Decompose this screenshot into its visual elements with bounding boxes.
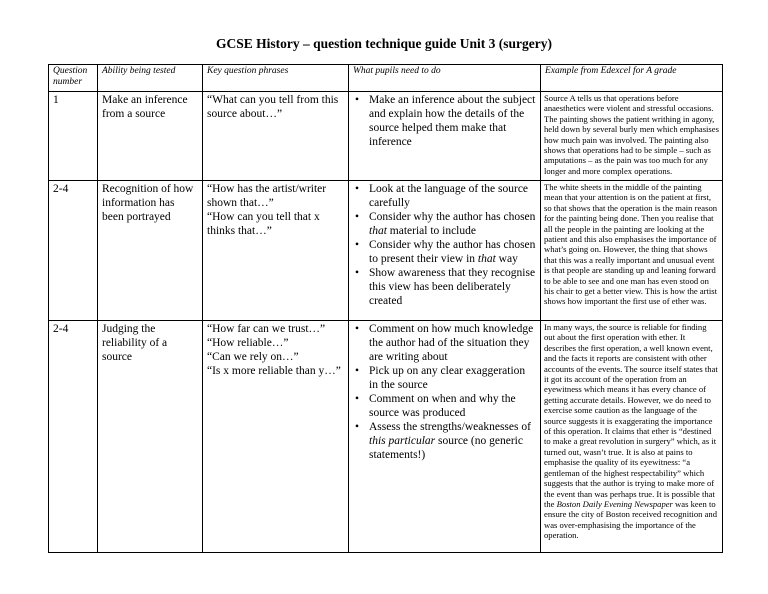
step-text: Consider why the author has chosen to present their view in — [369, 239, 536, 265]
header-question-number: Question number — [49, 65, 98, 92]
emphasis-text: that — [369, 225, 387, 237]
key-phrases-cell — [203, 321, 349, 553]
emphasis-text: Boston Daily Evening Newspaper — [556, 498, 673, 509]
bullet-icon: • — [355, 183, 360, 195]
list-item — [353, 210, 536, 238]
step-text: way — [495, 253, 518, 265]
pupil-steps-list — [353, 93, 536, 149]
emphasis-text: that — [477, 253, 496, 265]
pupils-need-cell — [349, 181, 541, 321]
key-phrases-cell — [203, 181, 349, 321]
question-number-cell: 2-4 — [49, 321, 98, 553]
table-row — [49, 181, 723, 321]
step-text: Comment on how much knowledge the author had of the situation they are writing about — [369, 323, 534, 363]
table-body — [49, 92, 723, 553]
table-row — [49, 321, 723, 553]
step-text: Pick up on any clear exaggeration in the source — [369, 365, 526, 391]
bullet-icon: • — [355, 239, 360, 251]
list-item — [353, 93, 536, 149]
list-item — [353, 182, 536, 210]
example-answer-cell — [541, 92, 723, 181]
key-phrase: “What can you tell from this source about…” — [207, 94, 339, 120]
header-key-phrases: Key question phrases — [203, 65, 349, 92]
example-text: The white sheets in the middle of the painting mean that your attention is on the patient at first, so that shows that the operation is the main reason for the painting being done. Then you realise that all the people in the painting are looking at the patient and this also emphasises the importance of what’s going on. However, the thing that shows that this was a really important and unusual event is that people are standing up and leaning forward to be able to see and one man has even stood on his chair to get a better view. This is how the artist shows how important the first use of ether was. — [544, 182, 718, 307]
example-text: In many ways, the source is reliable for finding out about the first operation with ether. It describes the first operation, a well known event, and the facts it reports are consistent with other accounts of the events. The source itself states that it got its account of the operation from an eyewitness which means it has every chance of getting accurate details. However, we do need to exercise some caution as the language of the source suggests it is exaggerating the importance of this operation. It claims that ether is “destined to make a great revolution in surgery” which, as it turned out, wasn’t true. It is also at pains to emphasise the quality of its eyewitness: “a gentleman of the highest respectability” which suggests that the author is trying to make more of the event than was perhaps true. It is possible that the — [544, 322, 718, 509]
step-text: Make an inference about the subject and explain how the details of the source helped them make that inference — [369, 94, 536, 148]
question-number-cell: 1 — [49, 92, 98, 181]
list-item — [353, 266, 536, 308]
bullet-icon: • — [355, 94, 360, 106]
key-phrase: “Is x more reliable than y…” — [207, 365, 341, 377]
question-guide-table — [48, 64, 723, 553]
page-title: GCSE History – question technique guide Unit 3 (surgery) — [215, 36, 553, 51]
pupil-steps-list — [353, 182, 536, 308]
step-text: Assess the strengths/weaknesses of — [369, 421, 531, 433]
key-phrase: “How far can we trust…” — [207, 323, 326, 335]
key-phrase: “How reliable…” — [207, 337, 289, 349]
example-text: Source A tells us that operations before anaesthetics were violent and stressful occasions. The painting shows the patient writhing in agony, held down by several burly men which emphasises how much pain was involved. The painting also shows that operations had to be simple – such as amputations – as the pain was too much for any longer and more complex operations. — [544, 93, 719, 176]
emphasis-text: this particular — [369, 435, 436, 447]
list-item — [353, 364, 536, 392]
key-phrases-cell — [203, 92, 349, 181]
ability-cell: Make an inference from a source — [98, 92, 203, 181]
bullet-icon: • — [355, 393, 360, 405]
ability-cell: Recognition of how information has been portrayed — [98, 181, 203, 321]
header-ability: Ability being tested — [98, 65, 203, 92]
bullet-icon: • — [355, 267, 360, 279]
list-item — [353, 238, 536, 266]
bullet-icon: • — [355, 211, 360, 223]
step-text: Look at the language of the source carefully — [369, 183, 529, 209]
list-item — [353, 322, 536, 364]
pupils-need-cell — [349, 92, 541, 181]
key-phrase: “How can you tell that x thinks that…” — [207, 211, 320, 237]
table-row — [49, 92, 723, 181]
step-text: Show awareness that they recognise this view has been deliberately created — [369, 267, 536, 307]
table-header-row — [49, 65, 723, 92]
key-phrase: “Can we rely on…” — [207, 351, 299, 363]
bullet-icon: • — [355, 365, 360, 377]
step-text: material to include — [386, 225, 476, 237]
step-text: source (no generic statements!) — [369, 435, 523, 461]
pupil-steps-list — [353, 322, 536, 462]
example-answer-cell — [541, 181, 723, 321]
header-example: Example from Edexcel for A grade — [541, 65, 723, 92]
list-item — [353, 420, 536, 462]
list-item — [353, 392, 536, 420]
key-phrase: “How has the artist/writer shown that…” — [207, 183, 327, 209]
bullet-icon: • — [355, 323, 360, 335]
step-text: Consider why the author has chosen — [369, 211, 536, 223]
question-number-cell: 2-4 — [49, 181, 98, 321]
bullet-icon: • — [355, 421, 360, 433]
pupils-need-cell — [349, 321, 541, 553]
ability-cell: Judging the reliability of a source — [98, 321, 203, 553]
header-pupils-need: What pupils need to do — [349, 65, 541, 92]
step-text: Comment on when and why the source was produced — [369, 393, 516, 419]
example-answer-cell — [541, 321, 723, 553]
example-text: was keen to ensure the city of Boston received recognition and was over-emphasising the importance of the operation. — [544, 498, 718, 541]
